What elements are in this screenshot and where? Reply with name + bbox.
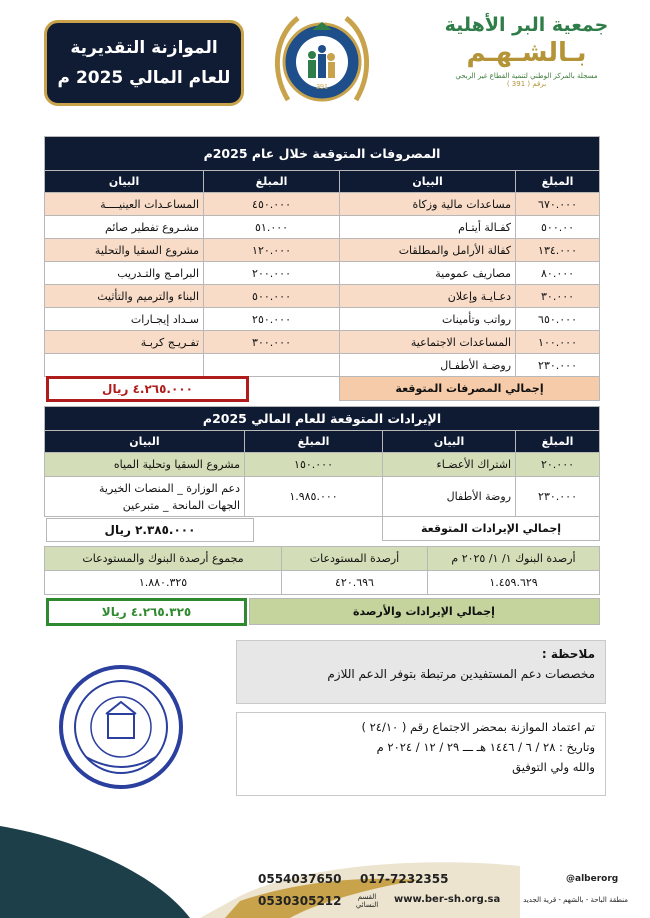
deposit-balance-header: أرصدة المستودعات xyxy=(282,547,428,571)
table-row xyxy=(45,239,600,262)
desc-cell: مشروع السقيا وتحلية المياه xyxy=(45,453,245,477)
expenses-title: المصروفات المتوقعة خلال عام 2025م xyxy=(45,137,600,171)
org-registration-no: برقم ( 391 ) xyxy=(506,80,547,88)
col-amount-header: المبلغ xyxy=(516,431,600,453)
amount-cell: ١٢٠.٠٠٠ xyxy=(204,239,340,262)
desc-cell: المساعـدات العينيــــة xyxy=(45,193,204,216)
desc-cell xyxy=(45,354,204,377)
social-handle: @alberorg xyxy=(566,874,619,884)
grand-total-label: إجمالي الإيرادات والأرصدة xyxy=(249,599,599,625)
amount-cell: ٢٣٠.٠٠٠ xyxy=(516,477,600,517)
desc-cell: كفالة الأرامل والمطلقات xyxy=(340,239,516,262)
approval-line-1: تم اعتماد الموازنة بمحضر الاجتماع رقم ( ٢٤/١٠ ) xyxy=(361,720,595,734)
desc-line: دعم الوزارة _ المنصات الخيرية xyxy=(99,481,241,495)
expenses-total-value: ٤.٢٦٥.٠٠٠ ريال xyxy=(46,376,249,402)
org-place: بـالشـهـم xyxy=(466,38,587,68)
amount-cell: ١٠٠.٠٠٠ xyxy=(516,331,600,354)
sum-balance-value: ١.٨٨٠.٣٢٥ xyxy=(45,571,282,595)
expenses-table xyxy=(44,136,600,401)
address: منطقة الباحة - بالشهم - قرية الجديد xyxy=(523,896,628,904)
amount-cell: ٣٠.٠٠٠ xyxy=(516,285,600,308)
approval-line-2: وتاريخ : ٢٨ / ٦ / ١٤٤٦ هـ ـــ ٢٩ / ١٢ / ٢٠٢٤ م xyxy=(376,740,595,754)
expenses-total-label: إجمالي المصرفات المتوقعة xyxy=(340,377,600,401)
amount-cell: ٥٠٠.٠٠ xyxy=(516,216,600,239)
table-row xyxy=(45,262,600,285)
emblem-number: 391 xyxy=(316,84,328,91)
col-desc-header: البيان xyxy=(45,171,204,193)
note-title: ملاحظة : xyxy=(541,647,595,661)
website-link: www.ber-sh.org.sa xyxy=(394,894,501,905)
phone-3-label: القسم النسائي xyxy=(355,893,379,909)
col-amount-header: المبلغ xyxy=(245,431,383,453)
sum-balance-header: مجموع أرصدة البنوك والمستودعات xyxy=(45,547,282,571)
amount-cell xyxy=(204,354,340,377)
phone-3: 0530305212 xyxy=(258,894,342,908)
budget-title-line1: الموازنة التقديرية xyxy=(70,38,218,58)
phone-1: 0554037650 xyxy=(258,872,342,886)
desc-cell: مساعدات مالية وزكاة xyxy=(340,193,516,216)
org-registration: مسجلة بالمركز الوطني لتنمية القطاع غير الربحي xyxy=(455,72,598,80)
balances-table xyxy=(44,546,600,595)
desc-cell: روضة الأطفال xyxy=(383,477,516,517)
bank-balance-value: ١.٤٥٩.٦٢٩ xyxy=(428,571,600,595)
table-row xyxy=(45,453,600,477)
col-desc-header: البيان xyxy=(45,431,245,453)
amount-cell: ٨٠.٠٠٠ xyxy=(516,262,600,285)
table-row xyxy=(45,193,600,216)
emblem-logo-icon xyxy=(268,10,376,114)
desc-cell: مشـروع تفطير صائم xyxy=(45,216,204,239)
amount-cell: ٤٥٠.٠٠٠ xyxy=(204,193,340,216)
desc-cell: اشتراك الأعضـاء xyxy=(383,453,516,477)
amount-cell: ٦٥٠.٠٠٠ xyxy=(516,308,600,331)
table-row xyxy=(45,308,600,331)
approval-box xyxy=(236,712,606,796)
amount-cell: ٥١.٠٠٠ xyxy=(204,216,340,239)
desc-cell: المساعدات الاجتماعية xyxy=(340,331,516,354)
table-row xyxy=(45,285,600,308)
table-row xyxy=(45,216,600,239)
revenues-total-label: إجمالي الإيرادات المتوقعة xyxy=(383,517,600,541)
col-desc-header: البيان xyxy=(383,431,516,453)
table-row xyxy=(45,354,600,377)
approval-line-3: والله ولي التوفيق xyxy=(512,760,595,774)
amount-cell: ٥٠٠.٠٠٠ xyxy=(204,285,340,308)
desc-cell: البرامـج والتـدريب xyxy=(45,262,204,285)
phone-2: 017-7232355 xyxy=(360,872,449,886)
amount-cell: ١.٩٨٥.٠٠٠ xyxy=(245,477,383,517)
note-text: مخصصات دعم المستفيدين مرتبطة بتوفر الدعم اللازم xyxy=(327,667,595,681)
desc-cell: رواتب وتأمينات xyxy=(340,308,516,331)
amount-cell: ٢٠.٠٠٠ xyxy=(516,453,600,477)
desc-cell: روضـة الأطفـال xyxy=(340,354,516,377)
col-amount-header: المبلغ xyxy=(516,171,600,193)
amount-cell: ٢٥٠.٠٠٠ xyxy=(204,308,340,331)
desc-cell: مصاريف عمومية xyxy=(340,262,516,285)
table-row xyxy=(45,331,600,354)
org-logo xyxy=(419,14,634,104)
amount-cell: ٢٣٠.٠٠٠ xyxy=(516,354,600,377)
desc-cell: سـداد إيجـارات xyxy=(45,308,204,331)
grand-total-value: ٤.٢٦٥.٣٢٥ ريالا xyxy=(46,598,247,626)
amount-cell: ٦٧٠.٠٠٠ xyxy=(516,193,600,216)
note-box xyxy=(236,640,606,704)
desc-cell: تفـريـج كربـة xyxy=(45,331,204,354)
bank-balance-header: أرصدة البنوك ١/ ١/ ٢٠٢٥ م xyxy=(428,547,600,571)
budget-title-line2: للعام المالي 2025 م xyxy=(57,68,231,88)
stamp-seal-icon xyxy=(56,662,186,792)
desc-cell: دعـايـة وإعلان xyxy=(340,285,516,308)
amount-cell: ٢٠٠.٠٠٠ xyxy=(204,262,340,285)
desc-cell: مشروع السقيا والتحلية xyxy=(45,239,204,262)
amount-cell: ٣٠٠.٠٠٠ xyxy=(204,331,340,354)
desc-cell xyxy=(45,477,245,517)
table-row xyxy=(45,477,600,517)
revenues-total-value: ٢.٣٨٥.٠٠٠ ريال xyxy=(46,518,254,542)
col-desc-header: البيان xyxy=(340,171,516,193)
col-amount-header: المبلغ xyxy=(204,171,340,193)
amount-cell: ١٣٤.٠٠٠ xyxy=(516,239,600,262)
org-name: جمعية البر الأهلية xyxy=(444,14,609,36)
amount-cell: ١٥٠.٠٠٠ xyxy=(245,453,383,477)
desc-cell: البناء والترميم والتأثيث xyxy=(45,285,204,308)
deposit-balance-value: ٤٢٠.٦٩٦ xyxy=(282,571,428,595)
desc-line: الجهات المانحة _ متبرعين xyxy=(122,498,241,512)
revenues-title: الإيرادات المتوقعة للعام المالي 2025م xyxy=(45,407,600,431)
desc-cell: كفـالة أيتـام xyxy=(340,216,516,239)
budget-title-box xyxy=(44,20,244,106)
